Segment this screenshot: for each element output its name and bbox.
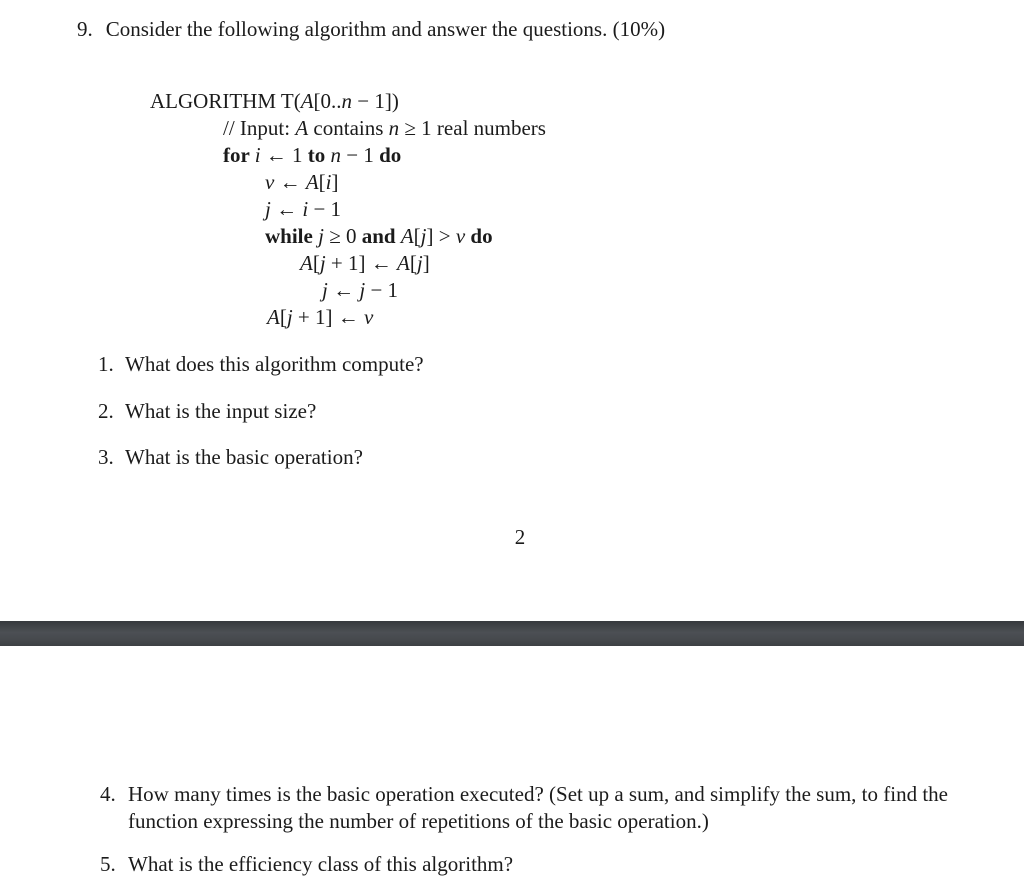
algorithm-segment: ← [274,170,306,194]
algorithm-segment: n [330,143,342,167]
algorithm-segment: A [300,89,314,113]
question-text: What is the input size? [125,399,317,423]
algorithm-segment: [ [318,170,326,194]
algorithm-line [223,115,546,142]
algorithm-segment: ← [270,197,303,221]
algorithm-segment: j [322,278,328,302]
algorithm-segment: j [416,251,423,275]
question-text: What is the basic operation? [125,445,363,469]
question-item-3 [98,444,363,471]
exercise-heading [77,16,665,43]
algorithm-segment: − 1]) [352,89,399,113]
algorithm-segment: A [267,305,280,329]
algorithm-segment: do [379,143,402,167]
algorithm-segment: − 1 [341,143,380,167]
algorithm-segment: A [397,251,410,275]
algorithm-segment: − 1 [308,197,342,221]
algorithm-line [265,196,546,223]
question-item-4 [100,781,988,835]
algorithm-segment: i [302,197,309,221]
question-item-1 [98,351,424,378]
algorithm-segment: A [300,251,313,275]
algorithm-segment: [ [312,251,320,275]
algorithm-segment: ≥ 1 real numbers [399,116,546,140]
question-number: 4. [100,782,116,806]
page-separator [0,621,1024,646]
algorithm-line [300,250,546,277]
algorithm-segment: ] [422,251,430,275]
algorithm-segment: j [318,224,324,248]
question-number: 1. [98,352,114,376]
algorithm-segment: + 1] ← [325,251,398,275]
algorithm-segment: v [455,224,466,248]
algorithm-segment: ALGORITHM T( [150,89,301,113]
algorithm-segment: ] [331,170,339,194]
exercise-number: 9. [77,17,93,41]
algorithm-segment: A [400,224,414,248]
algorithm-segment: [ [413,224,421,248]
algorithm-segment: j [286,305,293,329]
algorithm-segment: i [325,170,332,194]
algorithm-segment: ] > [426,224,456,248]
algorithm-segment: A [295,116,309,140]
question-text: What is the efficiency class of this algorithm? [128,852,514,876]
algorithm-line [267,304,546,331]
algorithm-segment: do [470,224,493,248]
algorithm-line [322,277,546,304]
algorithm-segment: i [254,143,261,167]
algorithm-segment: j [265,197,271,221]
exercise-prompt: Consider the following algorithm and answer the questions. (10%) [105,17,666,41]
question-text: What does this algorithm compute? [125,352,424,376]
algorithm-segment: v [265,170,275,194]
question-item-5 [100,851,988,878]
question-item-2 [98,398,316,425]
algorithm-segment: − 1 [365,278,399,302]
algorithm-segment: [0.. [313,89,342,113]
algorithm-block [150,88,546,331]
algorithm-segment: to [307,143,331,167]
algorithm-segment: v [364,305,374,329]
algorithm-segment: + 1] ← [292,305,365,329]
algorithm-segment: n [388,116,400,140]
question-text: How many times is the basic operation executed? (Set up a sum, and simplify the sum, to find the function expressing the number of repetitions of the basic operation.) [128,782,948,833]
question-number: 3. [98,445,114,469]
algorithm-segment: contains [308,116,389,140]
algorithm-segment: ← 1 [260,143,308,167]
algorithm-segment: j [319,251,326,275]
algorithm-line [265,223,546,250]
algorithm-segment: A [305,170,319,194]
algorithm-segment: ≥ 0 [323,224,362,248]
algorithm-line [150,88,546,115]
algorithm-segment: n [341,89,353,113]
question-number: 2. [98,399,114,423]
algorithm-segment: while [265,224,319,248]
question-number: 5. [100,852,116,876]
algorithm-segment: ← [327,278,360,302]
page-number: 2 [514,525,526,549]
algorithm-segment: j [359,278,366,302]
algorithm-segment: and [361,224,401,248]
algorithm-line [223,142,546,169]
algorithm-segment: [ [279,305,287,329]
algorithm-segment: // Input: [223,116,296,140]
algorithm-segment: j [420,224,427,248]
algorithm-segment: [ [409,251,417,275]
algorithm-line [265,169,546,196]
algorithm-segment: for [223,143,255,167]
